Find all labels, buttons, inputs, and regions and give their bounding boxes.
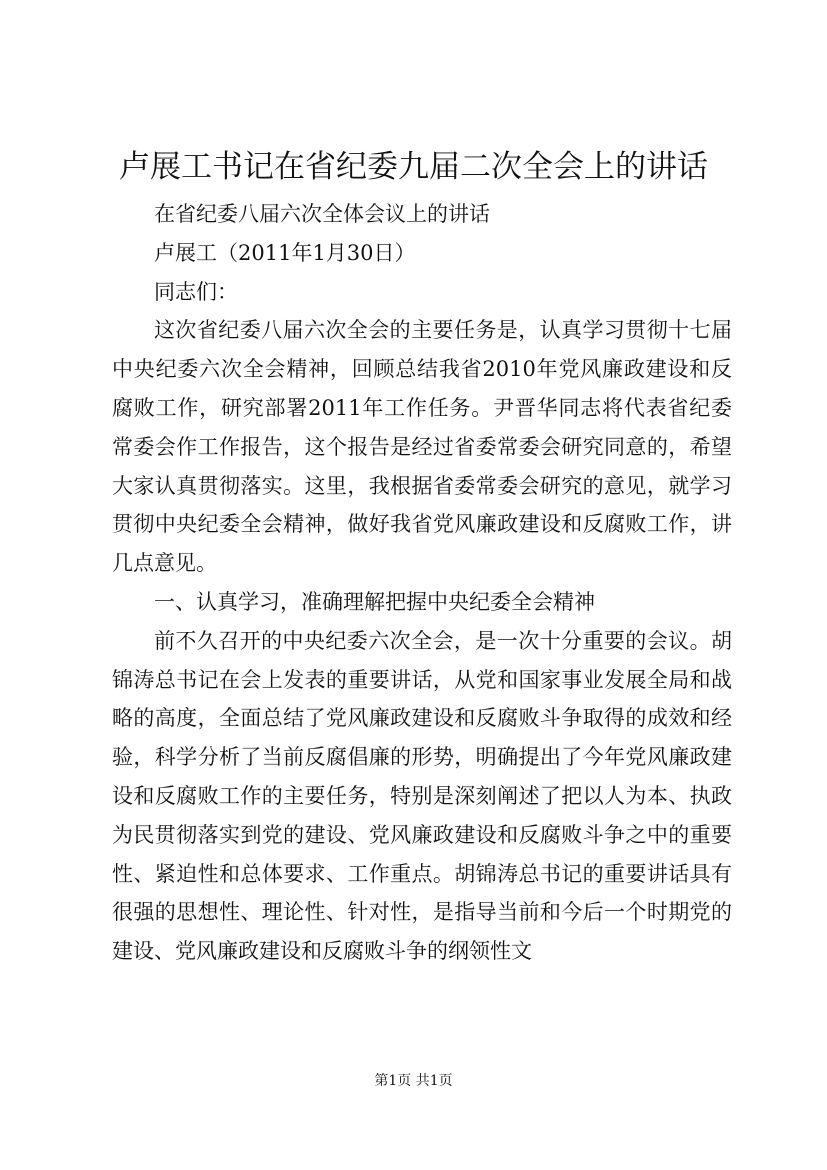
- paragraph: 在省纪委八届六次全体会议上的讲话: [154, 202, 490, 226]
- document-title: 卢展工书记在省纪委九届二次全会上的讲话: [119, 149, 708, 185]
- page-footer: 第1页 共1页: [374, 1073, 453, 1089]
- paragraph: 卢展工（2011年1月30日）: [154, 240, 416, 265]
- section-heading: 一、认真学习，准确理解把握中央纪委全会精神: [154, 589, 595, 614]
- paragraph: 同志们：: [154, 279, 238, 304]
- paragraph: 前不久召开的中央纪委六次全会，是一次十分重要的会议。胡锦涛总书记在会上发表的重要讲话，从党和国家事业发展全局和战略的高度，全面总结了党风廉政建设和反腐败斗争取得的成效和经验，科学分析了当前反腐倡廉的形势，明确提出了今年党风廉政建设和反腐败工作的主要任务，特别是深刻阐述了把以人为本、执政为民贯彻落实到党的建设、党风廉政建设和反腐败斗争之中的重要性、紧迫性和总体要求、工作重点。胡锦涛总书记的重要讲话具有很强的思想性、理论性、针对性，是指导当前和今后一个时期党的建设、党风廉政建设和反腐败斗争的纲领性文: [112, 628, 732, 964]
- document-body: [112, 195, 732, 971]
- paragraph: 这次省纪委八届六次全会的主要任务是，认真学习贯彻十七届中央纪委六次全会精神，回顾总结我省2010年党风廉政建设和反腐败工作，研究部署2011年工作任务。尹晋华同志将代表省纪委常委会作工作报告，这个报告是经过省委常委会研究同意的，希望大家认真贯彻落实。这里，我根据省委常委会研究的意见，就学习贯彻中央纪委全会精神，做好我省党风廉政建设和反腐败工作，讲几点意见。: [112, 318, 732, 576]
